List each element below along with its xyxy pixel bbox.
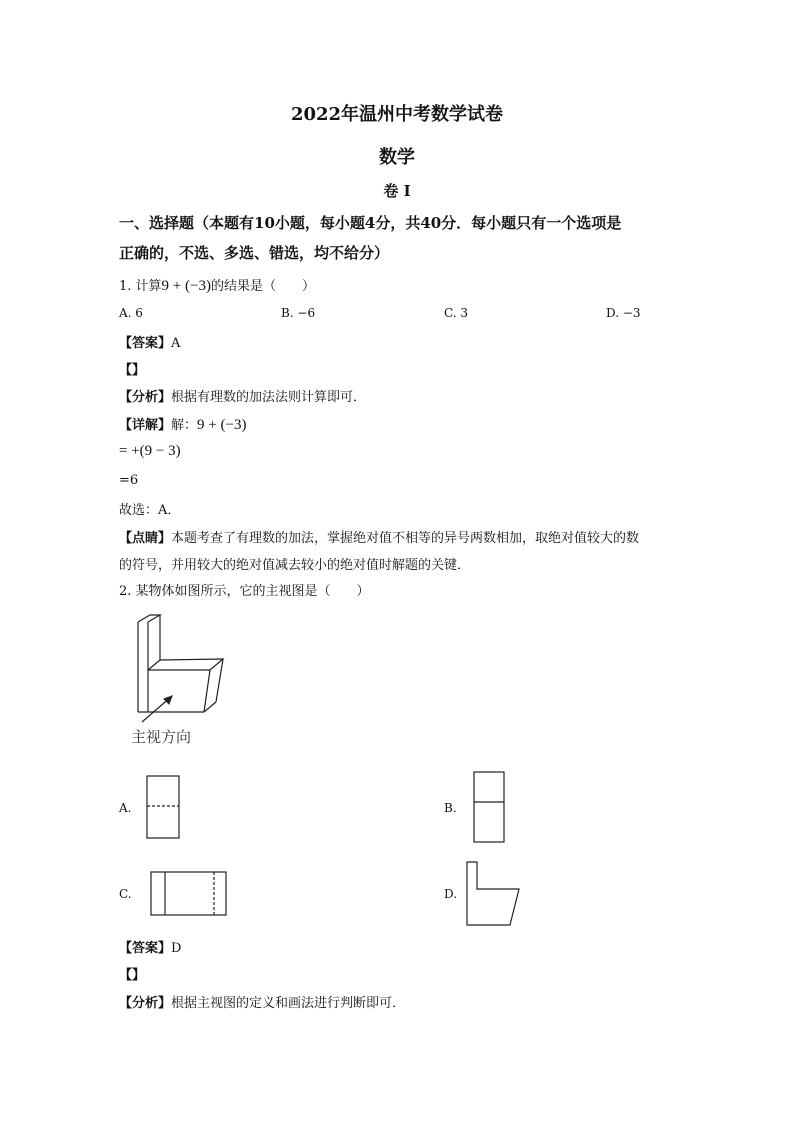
detail-line [119,414,246,434]
question-1-expression: 9 + (−3) [161,278,211,294]
answer-tag-2: 【答案】 [119,941,172,956]
analysis-tag: 【分析】 [119,390,172,405]
choose-line: 故选：A． [119,503,181,518]
solution-step-2: =6 [119,473,139,488]
view-direction-arrow [128,690,188,730]
answer-tag: 【答案】 [119,336,172,351]
question-2-stem: 2. 某物体如图所示，它的主视图是（ ） [119,584,370,599]
question-1-suffix: 的结果是（ ） [210,279,315,294]
detail-expression: 9 + (−3) [197,417,247,433]
comment-tag: 【点睛】 [119,531,172,546]
detail-tag: 【详解】 [119,418,172,433]
analysis-text: 根据有理数的加法法则计算即可． [171,390,367,405]
answer-value: A [171,336,181,351]
analysis-line-2 [119,992,405,1011]
section-heading-line1: 一、选择题（本题有10小题，每小题4分，共40分．每小题只有一个选项是 [119,214,622,232]
option-d: D. −3 [606,306,641,320]
answer-value-2: D [171,941,182,956]
analysis-tag-2: 【分析】 [119,996,172,1011]
option-2d-figure [466,861,522,927]
option-2c-figure [150,871,228,916]
option-2b-label: B. [444,801,457,815]
question-1-prefix: 1. 计算 [119,279,162,294]
detail-prefix: 解： [171,418,198,433]
empty-bracket: 【】 [119,363,146,378]
subject-title: 数学 [379,147,415,168]
answer-line-1 [119,332,180,351]
option-b: B. −6 [281,306,316,320]
option-c: C. 3 [444,306,469,320]
option-2a-figure [146,775,180,839]
comment-line-2: 的符号，并用较大的绝对值减去较小的绝对值时解题的关键． [119,558,471,573]
option-2c-label: C. [119,887,132,901]
exam-title: 2022年温州中考数学试卷 [290,104,504,125]
answer-line-2 [119,937,181,956]
comment-text-1: 本题考查了有理数的加法，掌握绝对值不相等的异号两数相加，取绝对值较大的数 [171,531,640,546]
analysis-line-1 [119,386,366,405]
option-a: A. 6 [119,306,143,320]
comment-line-1 [119,527,639,546]
solution-step-1: = +(9 − 3) [119,443,181,459]
empty-bracket-2: 【】 [119,968,146,983]
option-2b-figure [473,771,505,843]
analysis-text-2: 根据主视图的定义和画法进行判断即可． [171,996,406,1011]
volume-label: 卷 I [383,182,411,200]
section-heading-line2: 正确的，不选、多选、错选，均不给分） [119,244,390,262]
option-2d-label: D. [444,887,458,901]
question-1-stem [119,275,315,295]
view-direction-label: 主视方向 [131,728,192,746]
option-2a-label: A. [119,801,132,815]
